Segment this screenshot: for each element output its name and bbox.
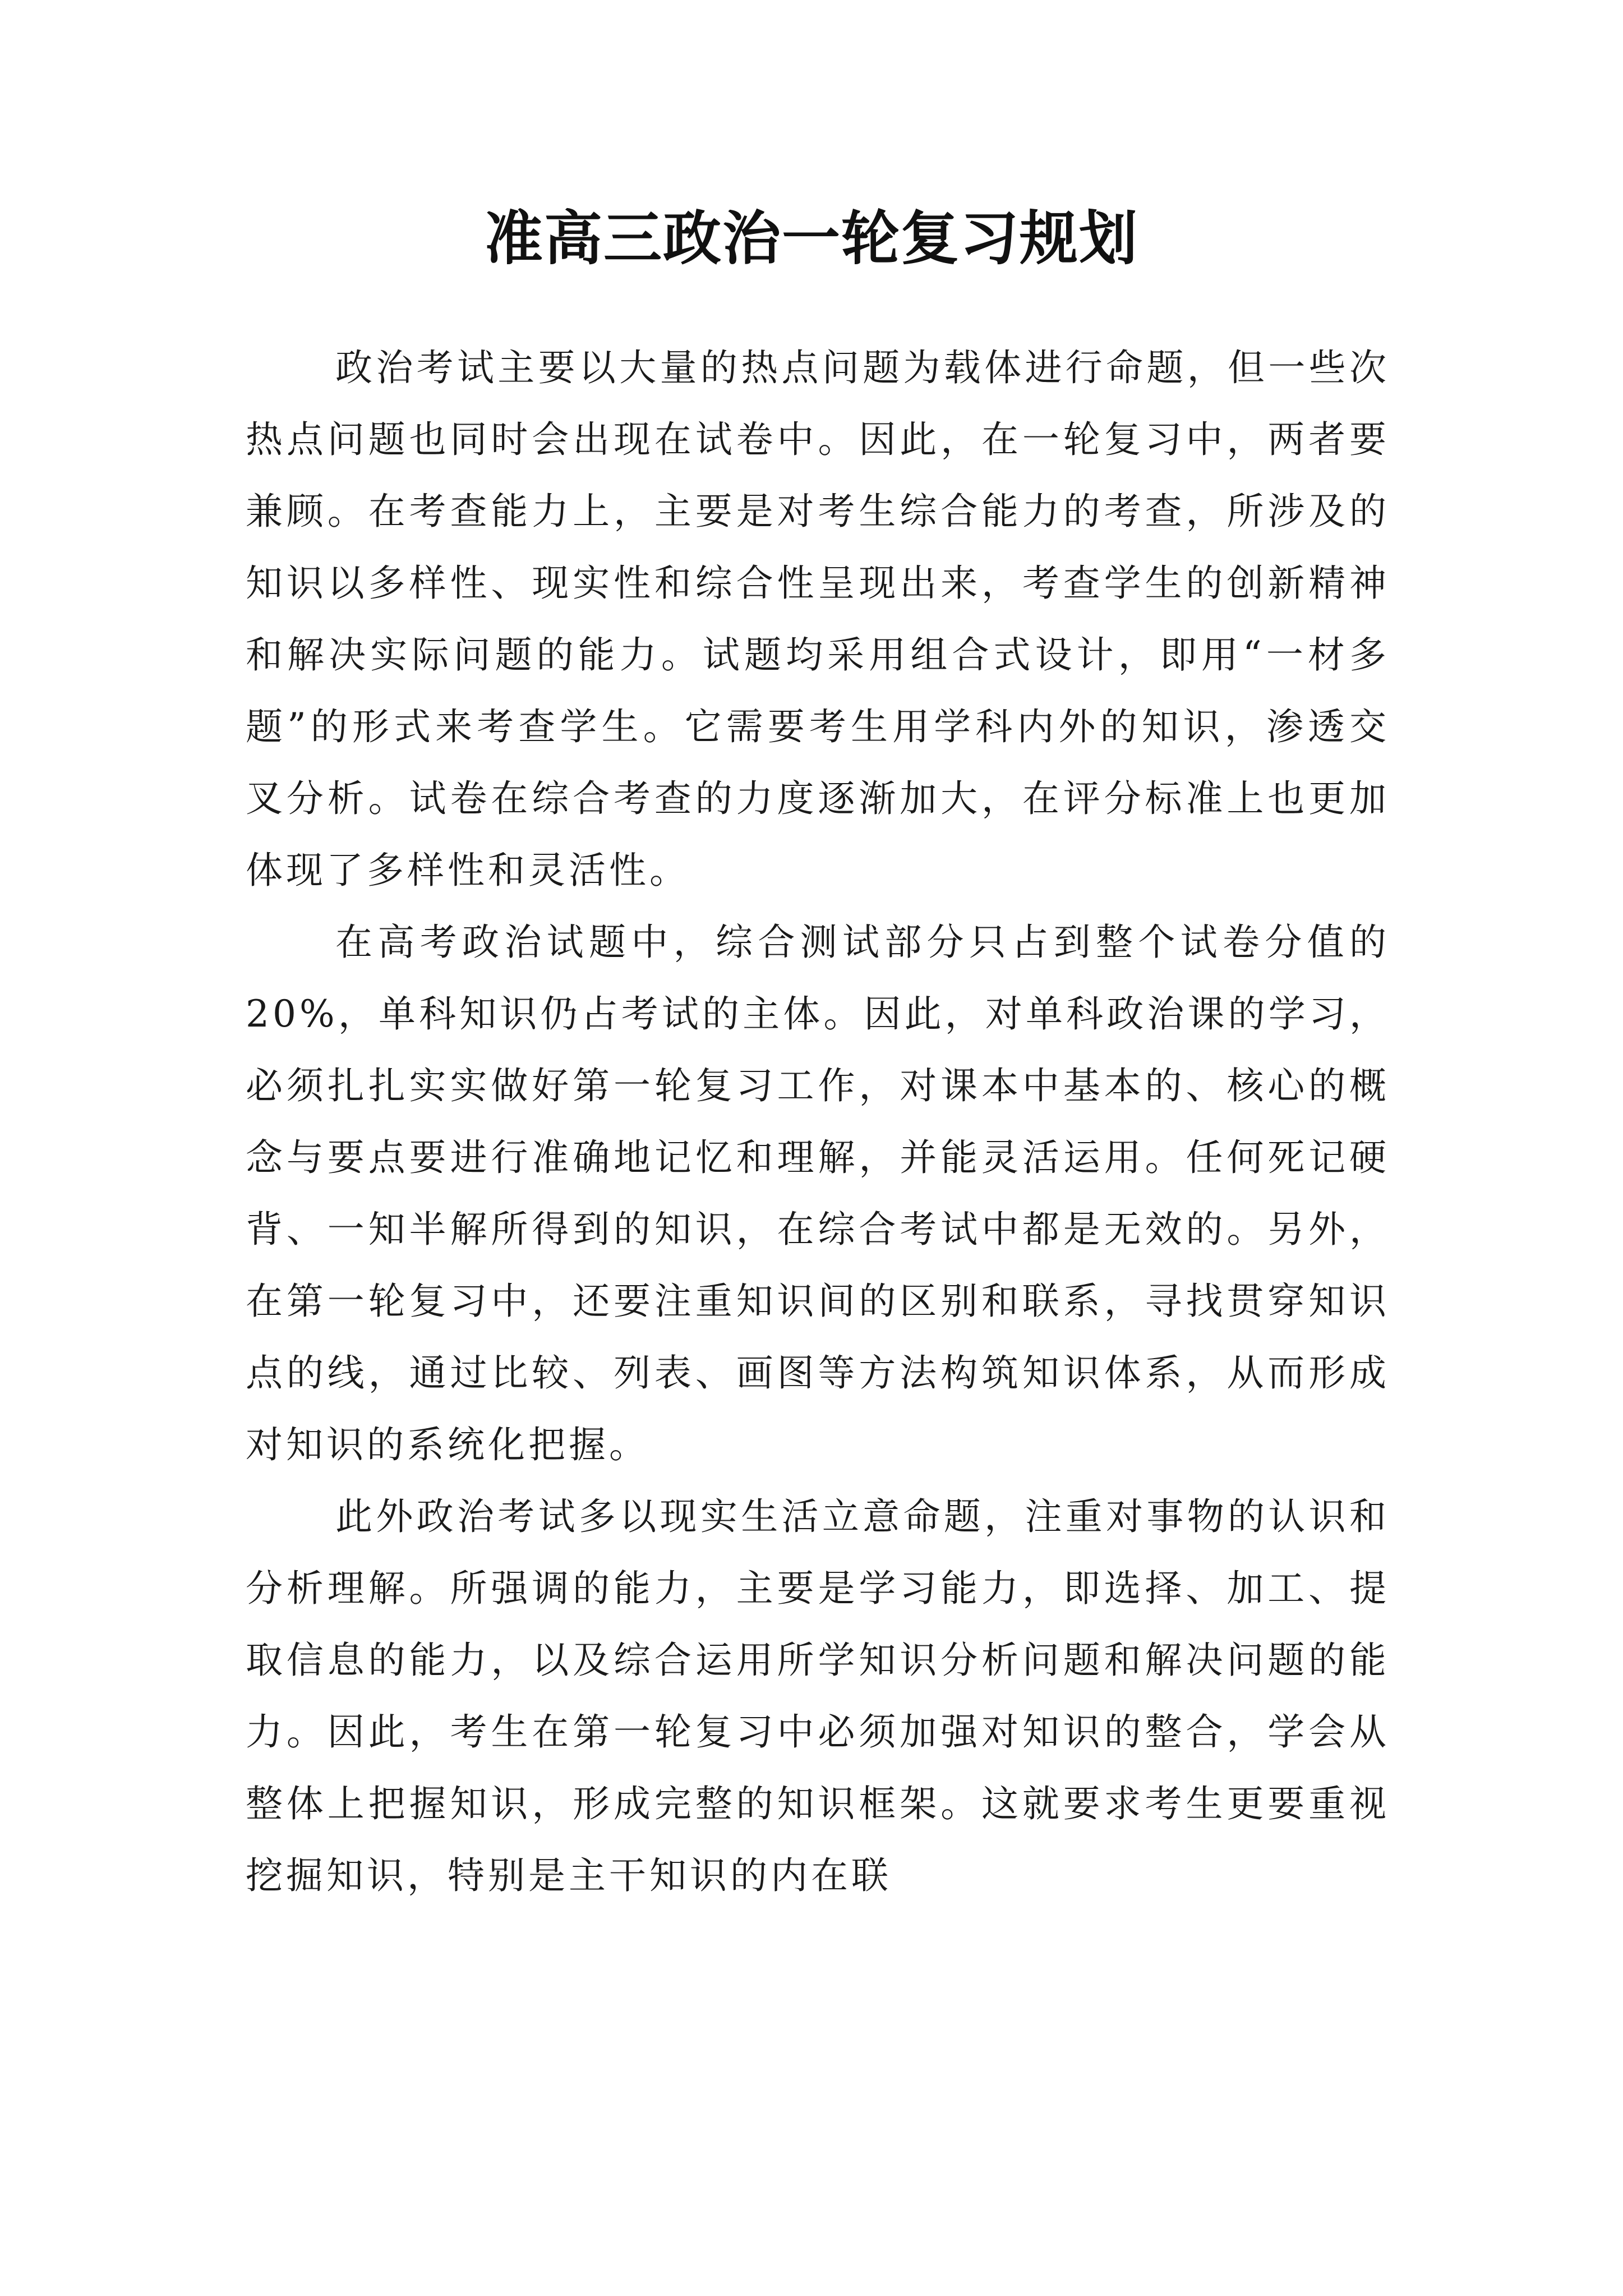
paragraph-2: 在高考政治试题中，综合测试部分只占到整个试卷分值的20%，单科知识仍占考试的主体。因此，对单科政治课的学习，必须扎扎实实做好第一轮复习工作，对课本中基本的、核心的概念与要点要进行准确地记忆和理解，并能灵活运用。任何死记硬背、一知半解所得到的知识，在综合考试中都是无效的。另外，在第一轮复习中，还要注重知识间的区别和联系，寻找贯穿知识点的线，通过比较、列表、画图等方法构筑知识体系，从而形成对知识的系统化把握。 bbox=[246, 921, 1390, 1466]
paragraph-1: 政治考试主要以大量的热点问题为载体进行命题，但一些次热点问题也同时会出现在试卷中。因此，在一轮复习中，两者要兼顾。在考查能力上，主要是对考生综合能力的考查，所涉及的知识以多样性、现实性和综合性呈现出来，考查学生的创新精神和解决实际问题的能力。试题均采用组合式设计，即用“一材多题”的形式来考查学生。它需要考生用学科内外的知识，渗透交叉分析。试卷在综合考查的力度逐渐加大，在评分标准上也更加体现了多样性和灵活性。 bbox=[246, 346, 1390, 892]
paragraph-3: 此外政治考试多以现实生活立意命题，注重对事物的认识和分析理解。所强调的能力，主要是学习能力，即选择、加工、提取信息的能力，以及综合运用所学知识分析问题和解决问题的能力。因此，考生在第一轮复习中必须加强对知识的整合，学会从整体上把握知识，形成完整的知识框架。这就要求考生更要重视挖掘知识，特别是主干知识的内在联 bbox=[246, 1495, 1390, 1897]
document-title: 准高三政治一轮复习规划 bbox=[484, 204, 1138, 273]
document-body bbox=[246, 332, 1390, 1912]
